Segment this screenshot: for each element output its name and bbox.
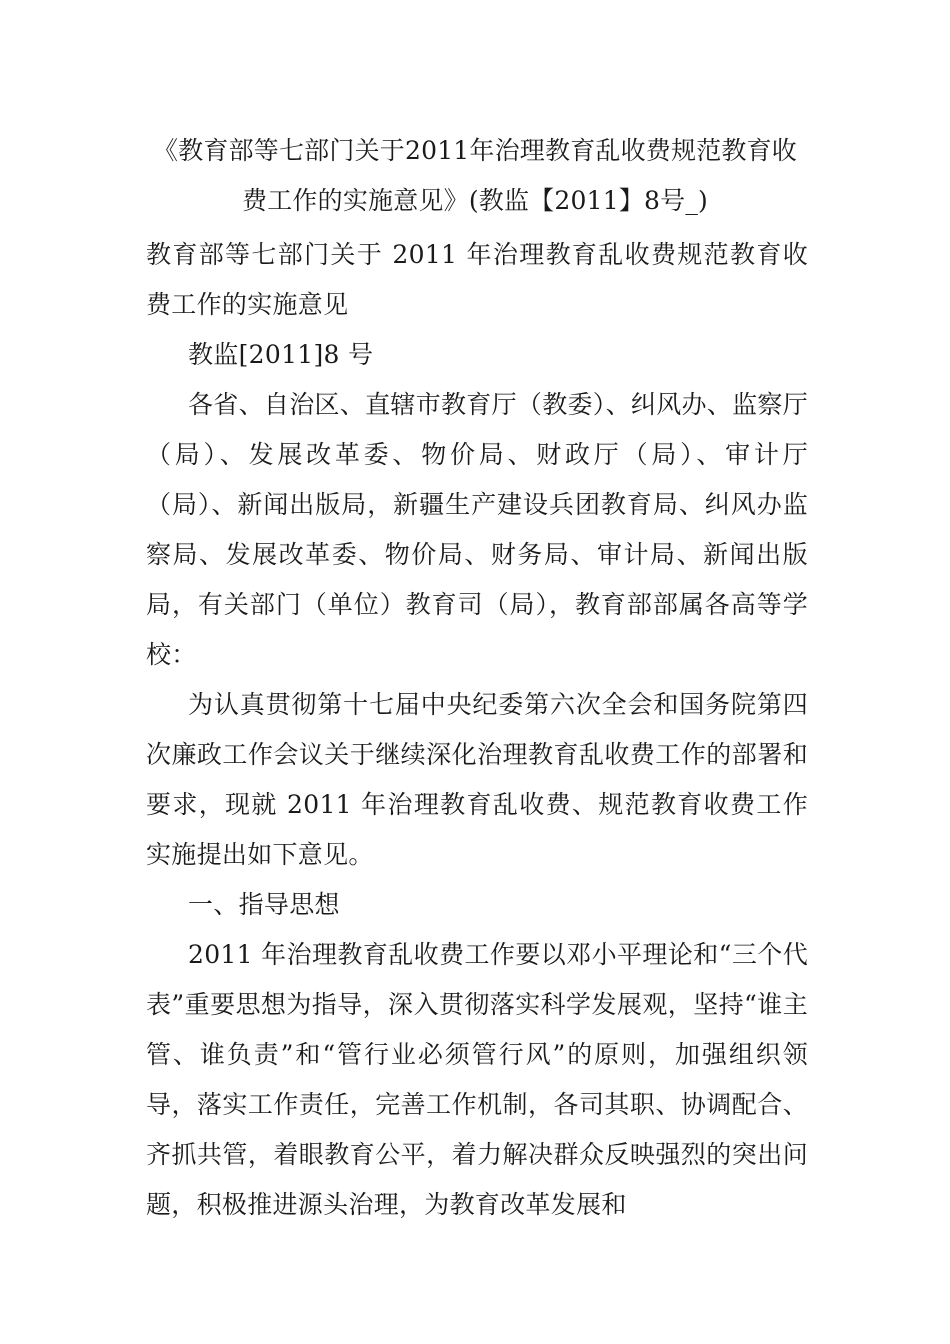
addressees-paragraph: 各省、自治区、直辖市教育厅（教委）、纠风办、监察厅（局）、发展改革委、物价局、财政厅（局）、审计厅（局）、新闻出版局，新疆生产建设兵团教育局、纠风办监察局、发展改革委、物价局、财务局、审计局、新闻出版局，有关部门（单位）教育司（局），教育部部属各高等学校：	[146, 390, 809, 669]
document-title	[142, 126, 808, 226]
section-heading: 一、指导思想	[188, 890, 340, 919]
intro-paragraph: 为认真贯彻第十七届中央纪委第六次全会和国务院第四次廉政工作会议关于继续深化治理教育乱收费工作的部署和要求，现就 2011 年治理教育乱收费、规范教育收费工作实施提出如下意见。	[146, 690, 808, 869]
title-line-1: 《教育部等七部门关于2011年治理教育乱收费规范教育收	[152, 136, 798, 165]
document-number: 教监[2011]8 号	[188, 340, 374, 369]
section-paragraph: 2011 年治理教育乱收费工作要以邓小平理论和“三个代表”重要思想为指导，深入贯彻落实科学发展观，坚持“谁主管、谁负责”和“管行业必须管行风”的原则，加强组织领导，落实工作责任，完善工作机制，各司其职、协调配合、齐抓共管，着眼教育公平，着力解决群众反映强烈的突出问题，积极推进源头治理，为教育改革发展和	[146, 940, 808, 1219]
document-body	[146, 230, 808, 1230]
title-line-2: 费工作的实施意见》(教监【2011】8号_)	[242, 186, 708, 215]
document-heading: 教育部等七部门关于 2011 年治理教育乱收费规范教育收费工作的实施意见	[146, 240, 808, 319]
